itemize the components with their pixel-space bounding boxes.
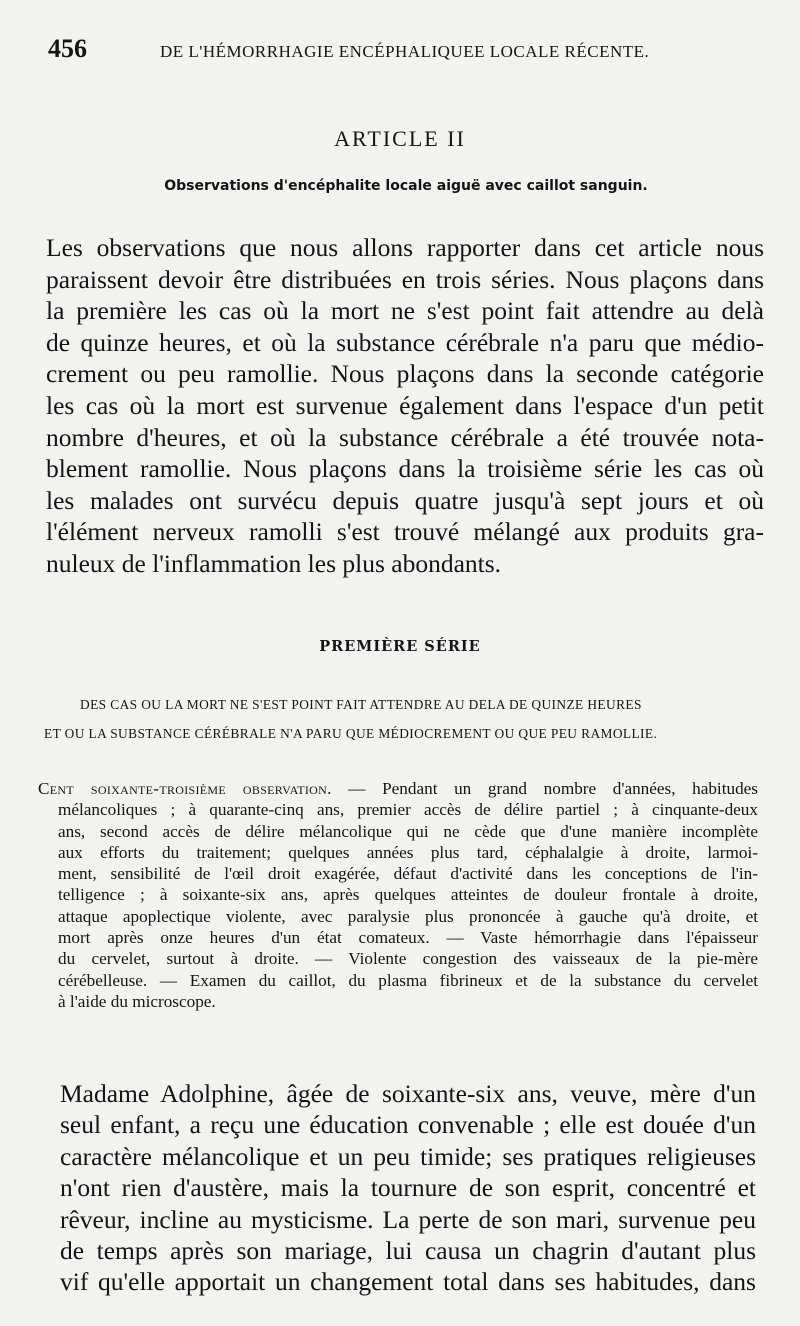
intro-line: Les observations que nous allons rapporter dans cet article nous: [46, 233, 764, 262]
narrative-paragraph: [60, 1078, 756, 1298]
narrative-line: vif qu'elle apportait un changement total dans ses habitudes, dans: [60, 1267, 756, 1297]
article-subtitle: Observations d'encéphalite locale aiguë avec caillot sanguin.: [164, 178, 648, 194]
intro-line: nuleux de l'inflammation les plus abondants.: [46, 548, 502, 578]
intro-paragraph: [46, 232, 764, 580]
narrative-line: n'ont rien d'austère, mais la tournure de son esprit, concentré et: [60, 1173, 756, 1203]
observation-first-line: [38, 778, 758, 799]
observation-line: aux efforts du traitement; quelques années plus tard, céphalalgie à droite, larmoi-: [58, 842, 758, 862]
observation-line: à l'aide du microscope.: [58, 991, 216, 1011]
observation-line: telligence ; à soixante-six ans, après quelques atteintes de douleur frontale à droite,: [58, 885, 758, 905]
narrative-line: Madame Adolphine, âgée de soixante-six ans, veuve, mère d'un: [60, 1079, 756, 1108]
observation-line: ans, second accès de délire mélancolique qui ne cède que d'une manière incomplète: [58, 821, 758, 841]
running-title: DE L'HÉMORRHAGIE ENCÉPHALIQUEE LOCALE RÉCENTE.: [160, 42, 650, 61]
intro-line: les malades ont survécu depuis quatre jusqu'à sept jours et où: [46, 485, 764, 515]
observation-first-line-text: — Pendant un grand nombre d'années, habitudes: [331, 779, 758, 798]
page-number: 456: [48, 34, 87, 63]
intro-line: la première les cas où la mort ne s'est point fait attendre au delà: [46, 296, 764, 326]
intro-line: blement ramollie. Nous plaçons dans la troisième série les cas où: [46, 454, 764, 484]
intro-line: nombre d'heures, et où la substance cérébrale a été trouvée nota-: [46, 422, 764, 452]
series-description-line: ET OU LA SUBSTANCE CÉRÉBRALE N'A PARU QUE MÉDIOCREMENT OU QUE PEU RAMOLLIE.: [44, 726, 658, 741]
observation-label: Cent soixante-troisième observation.: [38, 779, 332, 798]
series-description: [44, 690, 766, 748]
intro-line: paraissent devoir être distribuées en trois séries. Nous plaçons dans: [46, 264, 764, 294]
article-heading: ARTICLE II: [334, 126, 466, 151]
narrative-line: seul enfant, a reçu une éducation convenable ; elle est douée d'un: [60, 1110, 756, 1140]
narrative-line: rêveur, incline au mysticisme. La perte de son mari, survenue peu: [60, 1204, 756, 1234]
observation-summary: [38, 778, 758, 1012]
intro-line: l'élément nerveux ramolli s'est trouvé mélangé aux produits gra-: [46, 517, 764, 547]
observation-line: cérébelleuse. — Examen du caillot, du plasma fibrineux et de la substance du cervelet: [58, 970, 758, 990]
series-heading: PREMIÈRE SÉRIE: [319, 638, 481, 655]
series-description-line: DES CAS OU LA MORT NE S'EST POINT FAIT ATTENDRE AU DELA DE QUINZE HEURES: [80, 697, 642, 712]
page-header: [48, 34, 760, 64]
observation-line: attaque apoplectique violente, avec paralysie plus prononcée à gauche qu'à droite, et: [58, 906, 758, 926]
observation-line: mélancoliques ; à quarante-cinq ans, premier accès de délire partiel ; à cinquante-deux: [58, 800, 758, 820]
observation-line: mort après onze heures d'un état comateux. — Vaste hémorrhagie dans l'épaisseur: [58, 928, 758, 948]
intro-line: de quinze heures, et où la substance cérébrale n'a paru que médio-: [46, 327, 764, 357]
narrative-line: de temps après son mariage, lui causa un chagrin d'autant plus: [60, 1236, 756, 1266]
observation-line: du cervelet, surtout à droite. — Violente congestion des vaisseaux de la pie-mère: [58, 949, 758, 969]
narrative-line: caractère mélancolique et un peu timide; ses pratiques religieuses: [60, 1141, 756, 1171]
intro-line: crement ou peu ramollie. Nous plaçons dans la seconde catégorie: [46, 359, 764, 389]
intro-line: les cas où la mort est survenue également dans l'espace d'un petit: [46, 390, 764, 420]
observation-line: ment, sensibilité de l'œil droit exagérée, défaut d'activité dans les conceptions de l'in-: [58, 864, 758, 884]
